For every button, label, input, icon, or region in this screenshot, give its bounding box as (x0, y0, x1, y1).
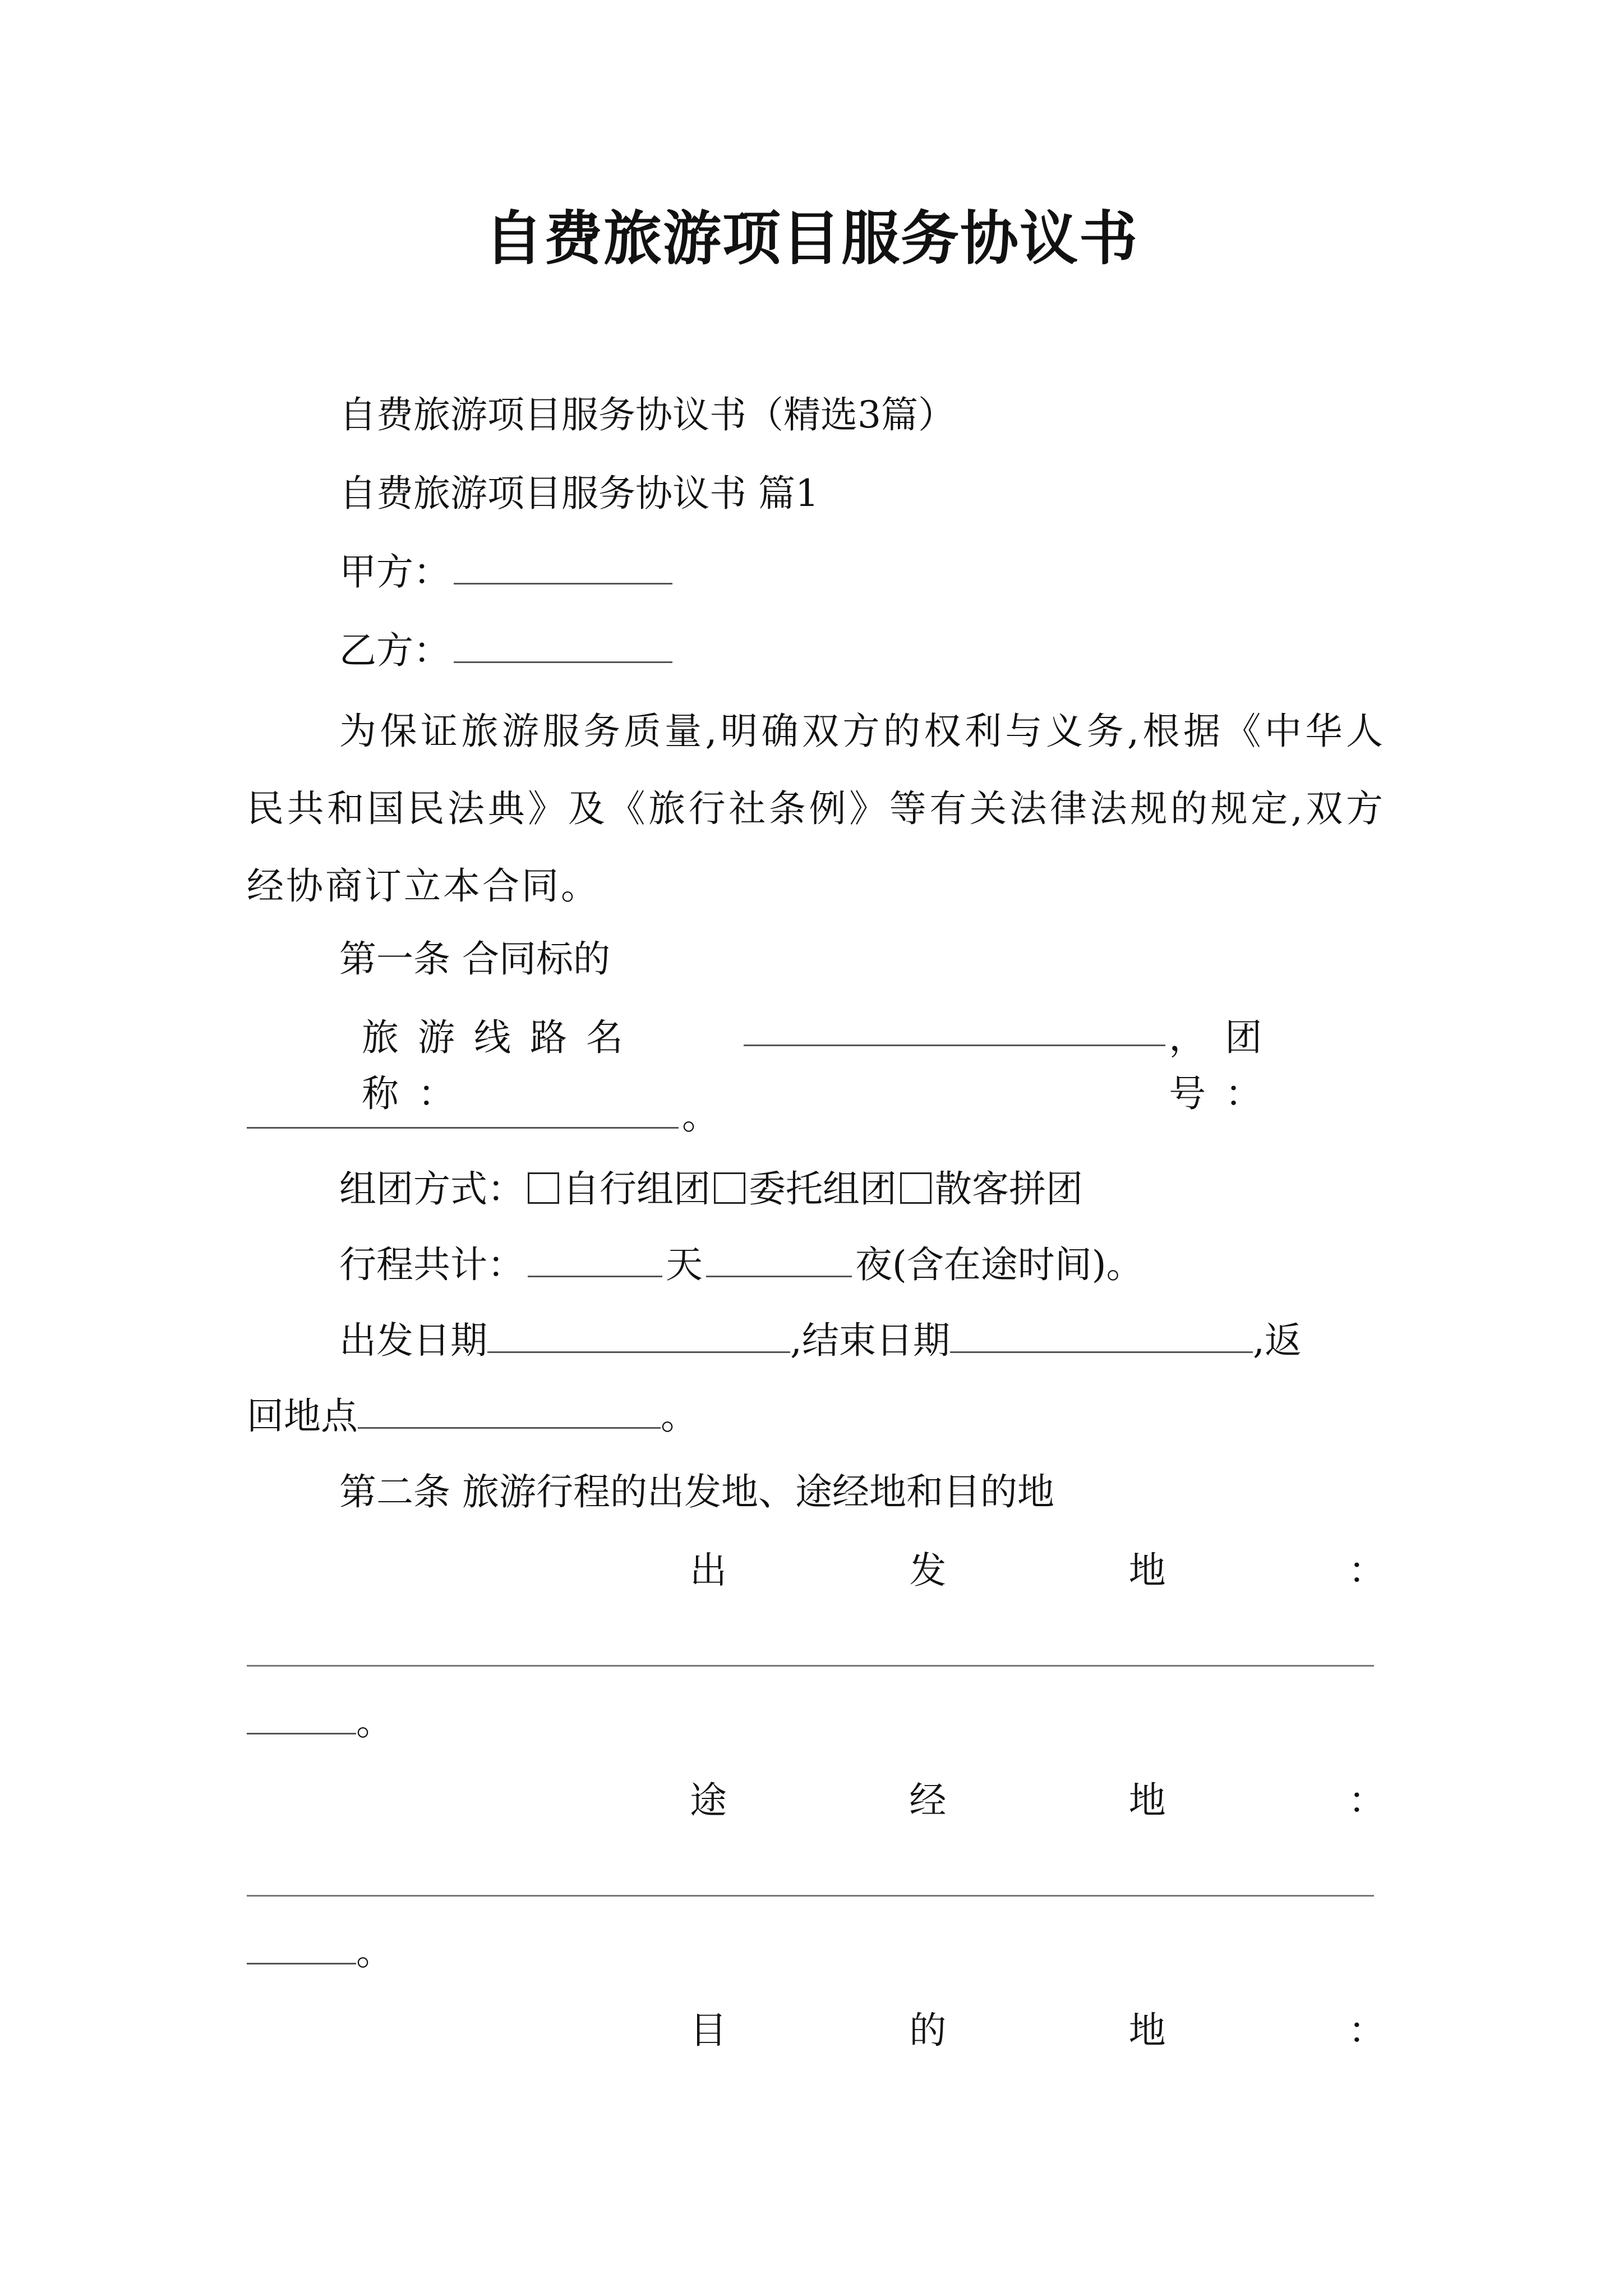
dates-line (339, 1313, 1302, 1369)
itinerary-days-blank[interactable] (528, 1241, 662, 1277)
article-2-heading: 第二条 旅游行程的出发地、途经地和目的地 (339, 1470, 1054, 1513)
party-b-label: 乙方： (339, 629, 450, 672)
party-a-blank[interactable] (454, 548, 672, 585)
subtitle-selected: 自费旅游项目服务协议书（精选3篇） (339, 393, 955, 436)
departure-place-blank-tail[interactable] (247, 1698, 356, 1734)
departure-place-tail: 。 (247, 1694, 393, 1750)
route-name-label: 旅游线路名称： (362, 1016, 642, 1115)
return-label-b: 回地点 (247, 1395, 358, 1438)
intro-paragraph: 为保证旅游服务质量,明确双方的权利与义务,根据《中华人民共和国民法典》及《旅行社条例》等有关法律法规的规定,双方经协商订立本合同。 (247, 710, 1385, 908)
via-place-blank-tail[interactable] (247, 1928, 356, 1964)
group-no-line (247, 1088, 719, 1144)
group-no-blank[interactable] (247, 1092, 679, 1129)
end-date-label: ,结束日期 (790, 1319, 950, 1362)
itinerary-label: 行程共计： (339, 1243, 524, 1286)
self-group-checkbox[interactable] (528, 1172, 559, 1204)
itinerary-night-text: 夜(含在途时间)。 (855, 1243, 1144, 1286)
individual-group-option: 散客拼团 (935, 1167, 1083, 1211)
itinerary-nights-blank[interactable] (706, 1241, 852, 1277)
article-1-heading: 第一条 合同标的 (339, 937, 610, 981)
party-b-line (339, 623, 676, 679)
party-b-blank[interactable] (454, 627, 672, 663)
return-label-a: ,返 (1252, 1319, 1302, 1362)
group-no-label: ，团号： (1169, 1016, 1281, 1115)
document-title: 自费旅游项目服务协议书 (484, 204, 1138, 273)
return-place-period: 。 (661, 1395, 698, 1438)
itinerary-line (339, 1237, 1144, 1293)
party-a-line (339, 544, 676, 600)
end-date-blank[interactable] (950, 1317, 1253, 1353)
via-place-label: 途 经 地 ： (690, 1779, 1385, 1822)
group-no-period: 。 (682, 1094, 719, 1138)
return-place-blank[interactable] (358, 1392, 661, 1429)
entrusted-group-option: 委托组团 (749, 1167, 897, 1211)
chapter-heading: 自费旅游项目服务协议书 篇1 (339, 472, 819, 515)
itinerary-day-text: 天 (666, 1243, 703, 1286)
departure-date-label: 出发日期 (339, 1319, 487, 1362)
destination-place-label: 目 的 地 ： (690, 2009, 1385, 2052)
departure-date-blank[interactable] (487, 1317, 790, 1353)
individual-group-checkbox[interactable] (900, 1172, 932, 1204)
departure-place-blank[interactable] (247, 1665, 1374, 1667)
party-a-label: 甲方： (339, 550, 450, 593)
group-mode-line (339, 1161, 1083, 1217)
group-mode-label: 组团方式： (339, 1167, 524, 1211)
via-place-blank[interactable] (247, 1895, 1374, 1897)
route-name-blank[interactable] (744, 1010, 1165, 1046)
departure-place-label: 出 发 地 ： (690, 1549, 1385, 1592)
return-place-line (247, 1388, 698, 1444)
via-place-tail: 。 (247, 1924, 393, 1980)
entrusted-group-checkbox[interactable] (714, 1172, 745, 1204)
self-group-option: 自行组团 (562, 1167, 711, 1211)
